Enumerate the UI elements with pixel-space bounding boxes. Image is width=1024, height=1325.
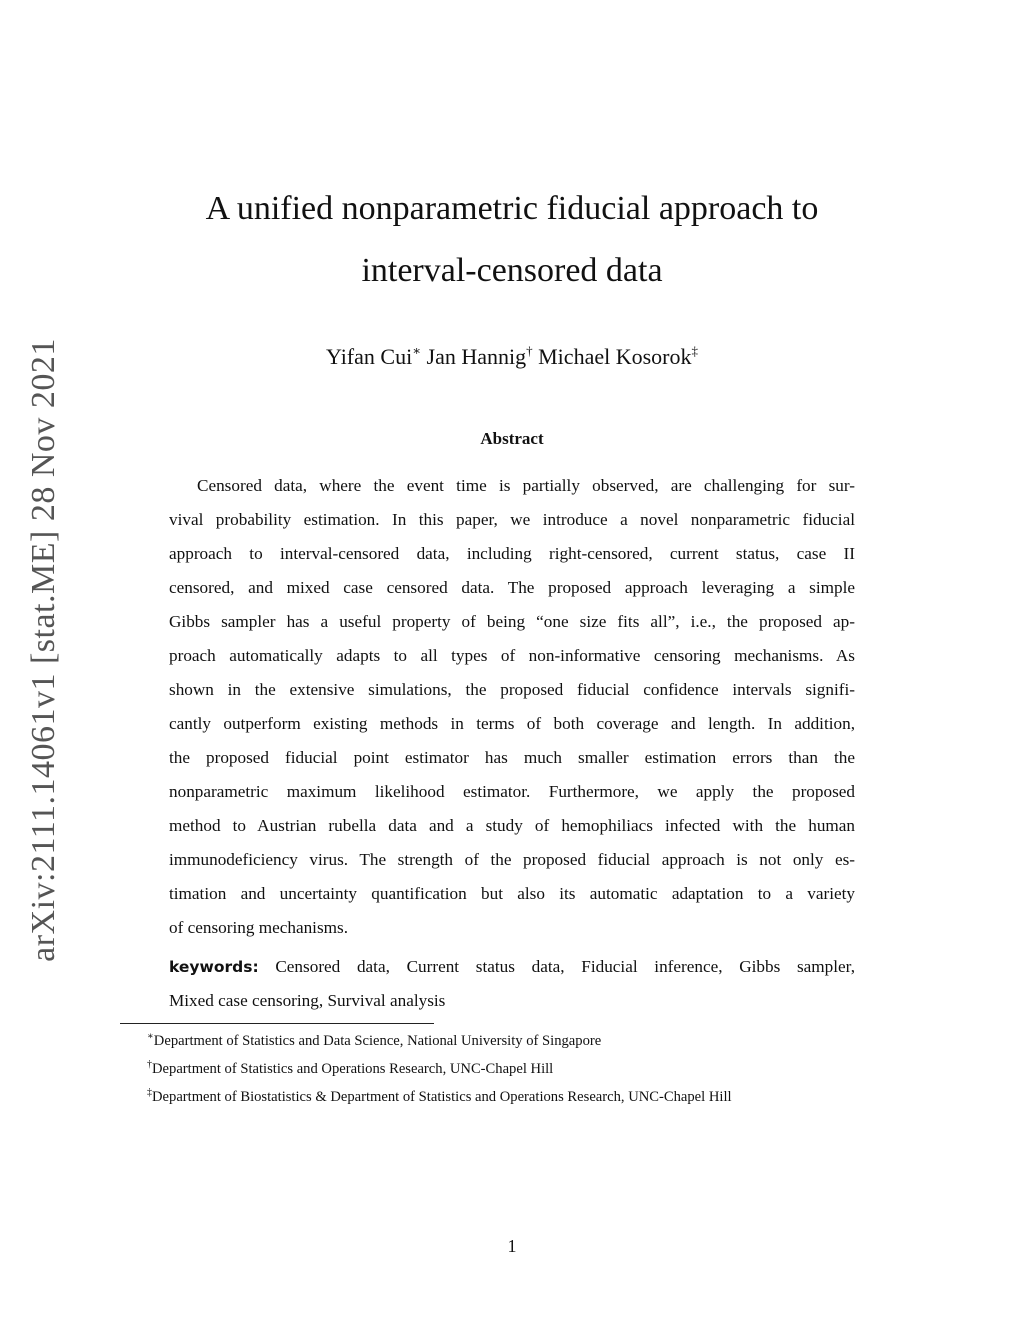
abstract-line: method to Austrian rubella data and a study of hemophiliacs infected with the human	[169, 816, 855, 835]
author-footnote-mark: †	[526, 343, 533, 358]
abstract-body	[169, 469, 855, 945]
title-line-1: A unified nonparametric fiducial approach to	[205, 190, 819, 227]
footnote-mark: †	[147, 1059, 152, 1070]
abstract-heading: Abstract	[480, 429, 544, 448]
abstract-line: immunodeficiency virus. The strength of the proposed fiducial approach is not only es-	[169, 850, 855, 869]
author-footnote-mark: ∗	[412, 343, 422, 358]
abstract-line: the proposed fiducial point estimator has much smaller estimation errors than the	[169, 748, 855, 767]
footnote-mark: ∗	[147, 1031, 154, 1042]
author-name: Jan Hannig	[426, 344, 527, 369]
author-footnote-mark: ‡	[691, 343, 698, 358]
abstract-line: Censored data, where the event time is partially observed, are challenging for sur-	[197, 476, 855, 495]
abstract-line: cantly outperform existing methods in terms of both coverage and length. In addition,	[169, 714, 855, 733]
page-number: 1	[507, 1236, 517, 1256]
footnote-text: Department of Biostatistics & Department of Statistics and Operations Research, UNC-Chapel Hill	[152, 1089, 732, 1105]
keywords-line-1	[169, 950, 855, 984]
abstract-line: Gibbs sampler has a useful property of being “one size fits all”, i.e., the proposed ap-	[169, 612, 855, 631]
paper-title	[120, 178, 904, 302]
abstract-line: approach to interval-censored data, including right-censored, current status, case II	[169, 544, 855, 563]
abstract-line: of censoring mechanisms.	[169, 918, 348, 937]
footnotes	[147, 1025, 907, 1109]
footnote-mark: ‡	[147, 1087, 152, 1098]
footnote-text: Department of Statistics and Data Science, National University of Singapore	[153, 1033, 602, 1049]
keywords-text: Censored data, Current status data, Fiducial inference, Gibbs sampler,	[275, 957, 855, 976]
keywords-line-2: Mixed case censoring, Survival analysis	[169, 991, 446, 1010]
footnote-text: Department of Statistics and Operations Research, UNC-Chapel Hill	[152, 1061, 554, 1077]
abstract-line: vival probability estimation. In this paper, we introduce a novel nonparametric fiducial	[169, 510, 855, 529]
abstract-line: proach automatically adapts to all types of non-informative censoring mechanisms. As	[169, 646, 855, 665]
author-name: Michael Kosorok	[538, 344, 692, 369]
keywords-section	[169, 950, 855, 1018]
arxiv-identifier: arXiv:2111.14061v1 [stat.ME] 28 Nov 2021	[25, 338, 62, 962]
abstract-line: timation and uncertainty quantification but also its automatic adaptation to a variety	[169, 884, 855, 903]
title-line-2: interval-censored data	[361, 252, 663, 289]
author-list	[120, 343, 904, 370]
footnote-affiliation	[147, 1025, 907, 1053]
abstract-line: shown in the extensive simulations, the proposed fiducial confidence intervals signifi-	[169, 680, 855, 699]
keywords-label: keywords:	[169, 958, 259, 976]
author-name: Yifan Cui	[326, 344, 413, 369]
footnote-divider	[120, 1023, 434, 1024]
abstract-line: censored, and mixed case censored data. The proposed approach leveraging a simple	[169, 578, 855, 597]
footnote-affiliation	[147, 1081, 907, 1109]
abstract-line: nonparametric maximum likelihood estimator. Furthermore, we apply the proposed	[169, 782, 855, 801]
footnote-affiliation	[147, 1053, 907, 1081]
